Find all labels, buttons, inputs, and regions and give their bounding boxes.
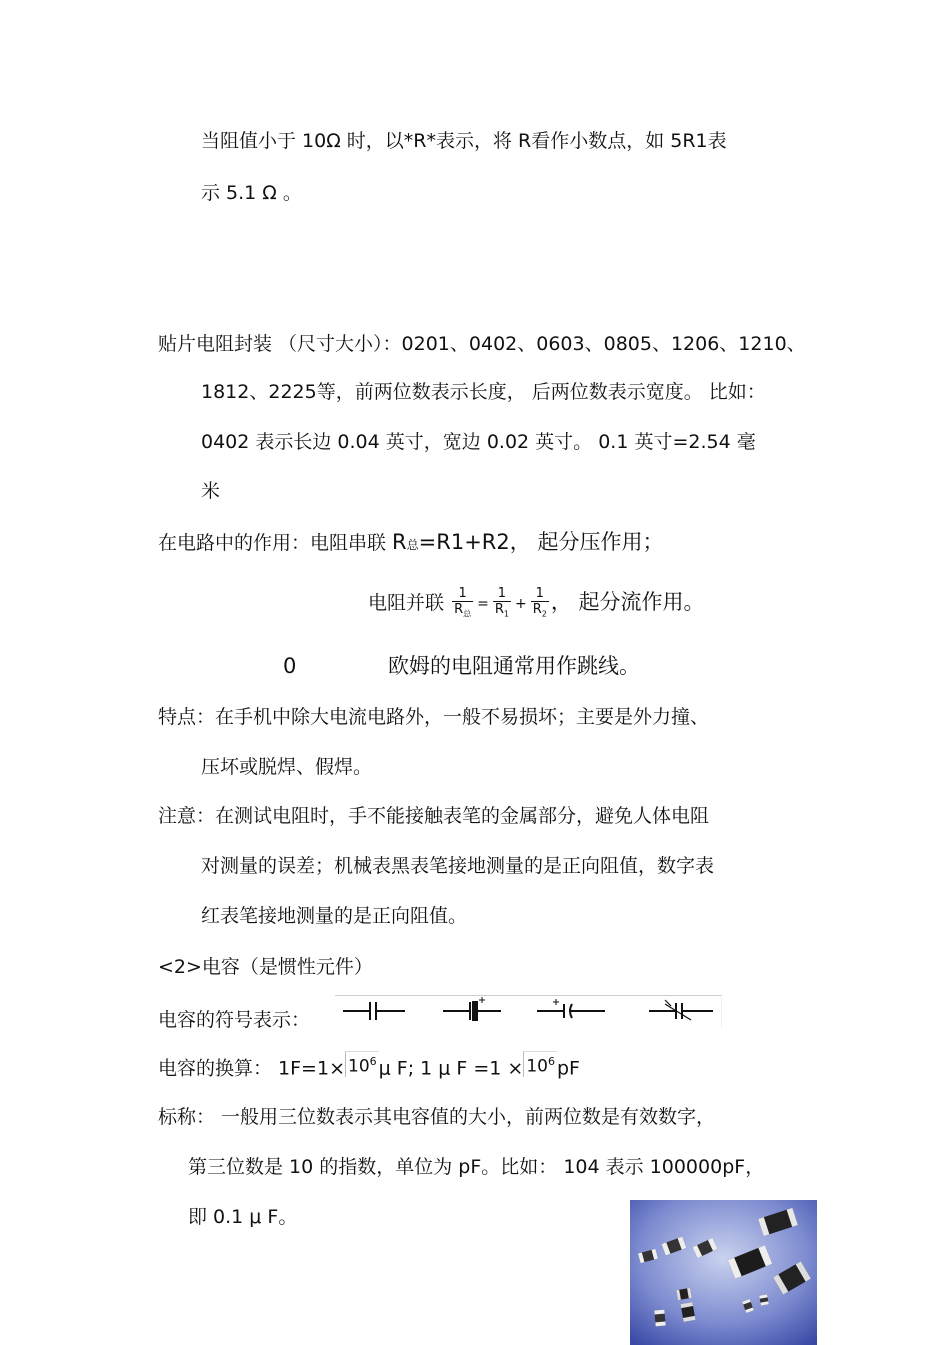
capacitor-electrolytic-icon	[443, 997, 501, 1020]
power-of-ten-2: $10^6$	[523, 1051, 557, 1077]
features-line1: 特点：在手机中除大电流电路外，一般不易损坏；主要是外力撞、	[158, 706, 710, 728]
nominal-line2: 第三位数是 10 的指数，单位为 pF。比如： 104 表示 100000pF，	[188, 1156, 765, 1178]
zero-ohm-value: 0	[283, 654, 297, 678]
nominal-line3: 即 0.1 μ F。	[188, 1206, 298, 1228]
series-effect: ， 起分压作用；	[509, 530, 664, 554]
nominal-line1: 标称： 一般用三位数表示其电容值的大小，前两位数是有效数字，	[158, 1106, 716, 1128]
parallel-formula-line	[368, 578, 705, 628]
para-package-line3: 0402 表示长边 0.04 英寸，宽边 0.02 英寸。 0.1 英寸=2.54 毫	[201, 431, 756, 453]
note-line2: 对测量的误差；机械表黑表笔接地测量的是正向阻值，数字表	[201, 855, 715, 877]
series-formula: R总=R1+R2	[392, 530, 510, 554]
power-of-ten-1: $10^6$	[345, 1051, 379, 1077]
para-package-line1: 贴片电阻封装 （尺寸大小）：0201、0402、0603、0805、1206、1210、	[158, 333, 806, 355]
parallel-effect: ， 起分流作用。	[550, 590, 705, 614]
capacitor-polar-icon	[537, 999, 605, 1018]
zero-ohm-text: 欧姆的电阻通常用作跳线。	[388, 654, 640, 678]
para-package-line2: 1812、2225等，前两位数表示长度， 后两位数表示宽度。 比如：	[201, 381, 766, 403]
series-formula-line	[158, 530, 663, 557]
note-line3: 红表笔接地测量的是正向阻值。	[201, 905, 468, 927]
smd-capacitors-photo	[630, 1200, 817, 1345]
para-r-notation-line1: 当阻值小于 10Ω 时，以*R*表示，将 R看作小数点，如 5R1表	[201, 130, 727, 152]
equals-sign: =	[477, 595, 489, 612]
series-label: 在电路中的作用：电阻串联	[158, 532, 393, 554]
capacitor-symbols-svg	[335, 996, 721, 1028]
plus-sign: +	[514, 595, 527, 612]
capacitor-symbols-figure	[335, 995, 722, 1028]
parallel-label: 电阻并联	[368, 592, 445, 614]
capacitor-fixed-icon	[343, 1002, 405, 1020]
capacitor-symbol-label: 电容的符号表示：	[158, 1009, 311, 1031]
note-line1: 注意：在测试电阻时，手不能接触表笔的金属部分，避免人体电阻	[158, 805, 710, 827]
capacitor-heading: <2>电容（是惯性元件）	[158, 956, 373, 978]
fraction-r2: $\frac{1}{R_2}$	[532, 585, 547, 619]
fraction-total: $\frac{1}{R_总}$	[454, 585, 472, 619]
smd-photo-svg	[630, 1200, 817, 1345]
capacitor-variable-icon	[649, 1000, 713, 1020]
fraction-r1: $\frac{1}{R_1}$	[494, 585, 509, 619]
para-r-notation-line2: 示 5.1 Ω 。	[201, 182, 302, 204]
capacitance-conversion: 电容的换算： $1F=1\times 10^6$ μ F; 1 μ $F =1 \times 10^6$ pF	[158, 1054, 580, 1081]
features-line2: 压坏或脱焊、假焊。	[201, 756, 373, 778]
para-package-line4: 米	[201, 480, 221, 502]
